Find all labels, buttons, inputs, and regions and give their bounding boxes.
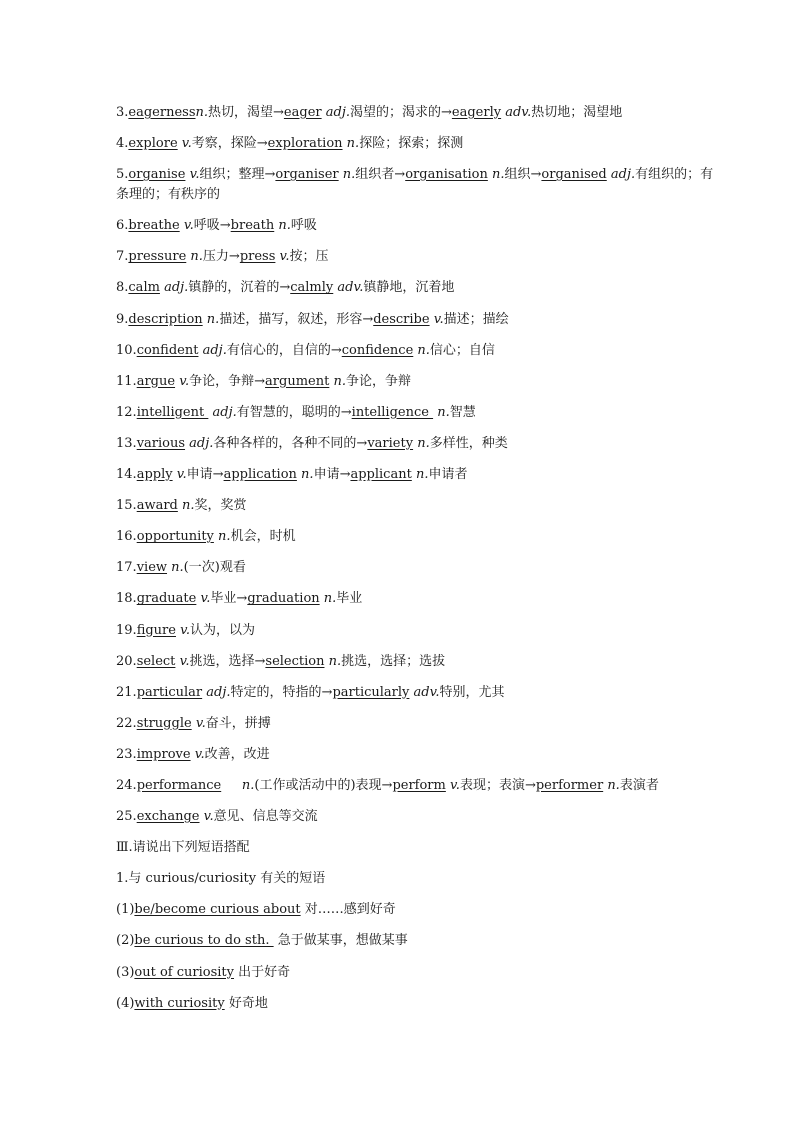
text-line [116, 805, 681, 836]
part-of-speech: n. [492, 167, 505, 183]
part-of-speech: n. [437, 404, 450, 420]
part-of-speech: v. [189, 167, 200, 183]
line-text: 按；压 [289, 249, 329, 265]
answer-word: perform [392, 777, 446, 793]
line-text: 对……感到好奇 [300, 902, 396, 918]
answer-word: breath [230, 218, 275, 234]
line-text: 特定的，特指的→ [230, 684, 333, 700]
line-text: (4) [116, 995, 135, 1011]
line-text [221, 778, 242, 793]
part-of-speech: n. [346, 136, 360, 152]
text-line [116, 774, 681, 805]
part-of-speech: adv. [337, 280, 364, 296]
part-of-speech: adv. [413, 684, 440, 700]
line-text: 渴望的；渴求的→ [350, 105, 452, 120]
answer-word: eagerly [451, 105, 502, 120]
part-of-speech: n. [190, 249, 203, 265]
text-line [116, 463, 681, 494]
line-text: 急于做某事，想做某事 [273, 933, 408, 949]
vocabulary-list [116, 101, 714, 1023]
answer-word: press [239, 249, 276, 265]
line-text: Ⅲ.请说出下列短语搭配 [116, 840, 250, 856]
line-text: 有智慧的，聪明的→ [236, 404, 352, 420]
text-line [116, 245, 681, 276]
line-text: 毕业 [336, 591, 363, 607]
answer-word: argue [136, 373, 176, 389]
line-text: 4. [116, 136, 129, 152]
answer-word: improve [136, 746, 191, 762]
part-of-speech: v. [183, 218, 194, 234]
part-of-speech: adj. [189, 435, 214, 451]
answer-word: organisation [405, 167, 488, 183]
line-text: 11. [116, 373, 137, 389]
answer-word: organised [541, 167, 607, 183]
part-of-speech: n. [417, 342, 430, 358]
line-text: 1.与 curious/curiosity 有关的短语 [116, 871, 326, 887]
line-text: 7. [116, 249, 129, 265]
answer-word: calm [128, 280, 160, 296]
line-text: 描述；描绘 [443, 311, 509, 327]
answer-word: with curiosity [134, 995, 225, 1011]
line-text: (工作或活动中的)表现→ [254, 777, 393, 793]
line-text: 13. [116, 435, 137, 451]
line-text: 好奇地 [224, 995, 268, 1011]
line-text: 信心；自信 [429, 342, 495, 358]
answer-word: struggle [136, 715, 192, 731]
part-of-speech: n. [415, 467, 429, 483]
text-line [116, 163, 714, 183]
line-text: 表演者 [619, 777, 659, 793]
part-of-speech: adv. [505, 105, 532, 120]
text-line [116, 867, 681, 898]
line-text: 挑选，选择；选拔 [341, 653, 446, 669]
line-text: 热切地；渴望地 [531, 105, 623, 120]
answer-word: be/become curious about [134, 902, 301, 918]
answer-word: description [128, 311, 203, 327]
line-text: (2) [116, 933, 135, 949]
line-text: 3. [116, 105, 129, 120]
text-line [116, 308, 681, 339]
line-text: 考察，探险→ [191, 136, 268, 152]
line-text: 22. [116, 715, 137, 731]
text-line [116, 898, 681, 929]
line-text: 6. [116, 218, 129, 234]
text-line [116, 712, 681, 743]
answer-word: selection [265, 653, 325, 669]
part-of-speech: v. [181, 136, 192, 152]
part-of-speech: adj. [206, 684, 231, 700]
part-of-speech: v. [195, 715, 206, 731]
text-line [116, 183, 681, 214]
answer-word: eager [283, 105, 322, 120]
text-line [116, 494, 681, 525]
line-text: 24. [116, 777, 137, 793]
line-text: 9. [116, 311, 129, 327]
part-of-speech: adj. [325, 105, 350, 120]
line-text: 呼吸→ [193, 218, 231, 234]
line-text: 压力→ [202, 249, 240, 265]
answer-word: pressure [128, 249, 187, 265]
text-line [116, 743, 681, 774]
answer-word: exchange [136, 809, 200, 825]
line-text: 挑选，选择→ [189, 653, 266, 669]
part-of-speech: adj. [610, 167, 636, 183]
answer-word: confident [136, 342, 199, 358]
line-text: 意见、信息等交流 [213, 809, 318, 825]
part-of-speech: v. [194, 746, 205, 762]
line-text: 呼吸 [290, 218, 317, 234]
answer-word: apply [136, 467, 173, 483]
line-text: 组织者→ [355, 167, 406, 183]
text-line [116, 619, 681, 650]
part-of-speech: n. [241, 777, 255, 793]
part-of-speech: v. [200, 591, 211, 607]
answer-word: graduation [247, 591, 320, 607]
answer-word: performer [535, 777, 604, 793]
text-line [116, 339, 681, 370]
part-of-speech: adj. [164, 280, 189, 296]
line-text: 探险；探索；探测 [359, 136, 464, 152]
line-text: 8. [116, 280, 129, 296]
line-text: 16. [116, 529, 137, 545]
line-text: 条理的；有秩序的 [116, 187, 221, 203]
line-text: 19. [116, 622, 137, 638]
text-line [116, 132, 681, 163]
line-text: 有信心的，自信的→ [226, 342, 342, 358]
part-of-speech: n. [323, 591, 337, 607]
line-text: 争论，争辩→ [189, 373, 266, 389]
part-of-speech: n. [333, 373, 346, 389]
answer-word: applicant [350, 467, 412, 483]
line-text: (一次)观看 [183, 560, 246, 576]
text-line [116, 276, 681, 307]
line-text: 申请→ [186, 467, 224, 483]
line-text: 12. [116, 404, 137, 420]
text-line [116, 432, 681, 463]
part-of-speech: v. [180, 622, 191, 638]
line-text: 有组织的；有 [635, 167, 714, 183]
line-text: 认为，以为 [190, 622, 256, 638]
text-line [116, 556, 681, 587]
text-line [116, 101, 681, 132]
answer-word: breathe [128, 218, 180, 234]
part-of-speech: adj. [212, 404, 237, 420]
part-of-speech: v. [433, 311, 444, 327]
line-text: 多样性，种类 [429, 435, 508, 451]
text-line [116, 214, 681, 245]
answer-word: describe [373, 311, 430, 327]
answer-word: various [136, 435, 186, 451]
answer-word: particular [136, 684, 203, 700]
line-text: 5. [116, 167, 129, 183]
line-text: 描述，描写，叙述，形容→ [219, 311, 374, 327]
part-of-speech: v. [279, 249, 290, 265]
text-line [116, 961, 681, 992]
text-line [116, 681, 681, 712]
part-of-speech: n. [195, 105, 209, 120]
answer-word: calmly [290, 280, 334, 296]
part-of-speech: n. [301, 467, 314, 483]
answer-word: performance [136, 777, 222, 793]
answer-word: award [136, 498, 178, 514]
answer-word: organiser [275, 167, 339, 183]
part-of-speech: v. [176, 467, 187, 483]
line-text: 组织→ [504, 167, 542, 183]
line-text: 各种各样的，各种不同的→ [213, 435, 368, 451]
part-of-speech: n. [417, 435, 430, 451]
line-text: 10. [116, 342, 137, 358]
answer-word: eagerness [128, 105, 196, 120]
answer-word: variety [367, 435, 414, 451]
line-text: 21. [116, 684, 137, 700]
line-text: 14. [116, 467, 137, 483]
part-of-speech: n. [171, 560, 184, 576]
answer-word: confidence [341, 342, 414, 358]
line-text: (3) [116, 964, 135, 980]
answer-word: argument [265, 373, 330, 389]
answer-word: figure [136, 622, 176, 638]
text-line [116, 370, 681, 401]
text-line [116, 650, 681, 681]
line-text: 镇静地，沉着地 [363, 280, 455, 296]
line-text: 改善，改进 [204, 746, 270, 762]
line-text: 表现；表演→ [459, 777, 536, 793]
part-of-speech: n. [342, 167, 356, 183]
answer-word: particularly [332, 684, 410, 700]
line-text: 出于好奇 [234, 964, 291, 980]
text-line [116, 929, 681, 960]
line-text: 组织；整理→ [199, 167, 276, 183]
line-text: 18. [116, 591, 137, 607]
line-text: 奋斗，拼搏 [205, 715, 271, 731]
text-line [116, 401, 681, 432]
answer-word: intelligent [136, 404, 209, 420]
line-text: 17. [116, 560, 137, 576]
part-of-speech: v. [179, 653, 190, 669]
answer-word: out of curiosity [134, 964, 234, 980]
line-text: 特别，尤其 [439, 684, 505, 700]
part-of-speech: v. [179, 373, 190, 389]
answer-word: opportunity [136, 529, 214, 545]
line-text: 热切，渴望→ [208, 105, 284, 120]
text-line [116, 836, 681, 867]
line-text: 25. [116, 809, 137, 825]
answer-word: be curious to do sth. [134, 933, 274, 949]
line-text: 申请者 [428, 467, 468, 483]
line-text: 奖，奖赏 [194, 498, 247, 514]
line-text: 镇静的，沉着的→ [188, 280, 291, 296]
part-of-speech: v. [203, 809, 214, 825]
answer-word: application [223, 467, 297, 483]
part-of-speech: n. [278, 218, 291, 234]
line-text: 20. [116, 653, 137, 669]
line-text: 23. [116, 746, 137, 762]
line-text: 申请→ [313, 467, 351, 483]
part-of-speech: adj. [202, 342, 227, 358]
part-of-speech: n. [182, 498, 195, 514]
line-text: 毕业→ [210, 591, 248, 607]
answer-word: explore [128, 136, 178, 152]
answer-word: exploration [267, 136, 343, 152]
answer-word: intelligence [351, 404, 434, 420]
text-line [116, 992, 681, 1023]
part-of-speech: n. [328, 653, 342, 669]
part-of-speech: n. [206, 311, 220, 327]
part-of-speech: v. [450, 777, 460, 793]
part-of-speech: n. [607, 777, 620, 793]
part-of-speech: n. [218, 529, 231, 545]
line-text: (1) [116, 902, 135, 918]
line-text: 智慧 [449, 404, 476, 420]
answer-word: organise [128, 167, 186, 183]
line-text: 15. [116, 498, 137, 514]
text-line [116, 525, 681, 556]
answer-word: graduate [136, 591, 197, 607]
line-text: 争论，争辩 [345, 373, 411, 389]
answer-word: view [136, 560, 168, 576]
line-text: 机会，时机 [230, 529, 296, 545]
answer-word: select [136, 653, 176, 669]
text-line [116, 587, 681, 618]
